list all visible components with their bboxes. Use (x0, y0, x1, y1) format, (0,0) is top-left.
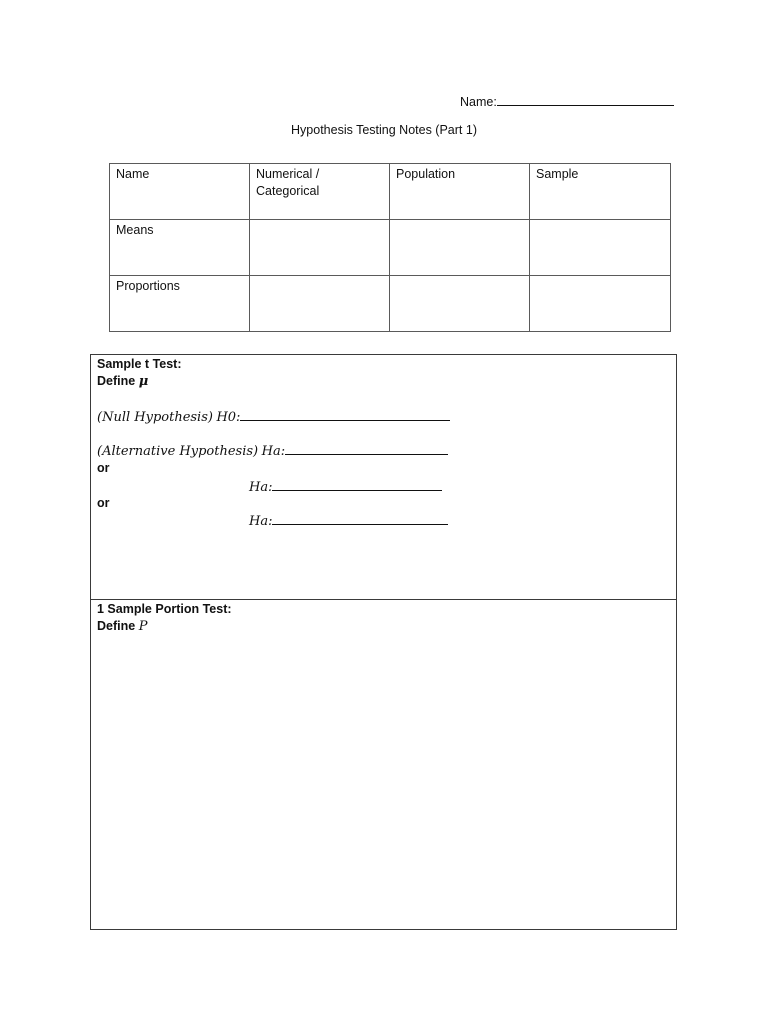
ha-symbol-1: Ha: (261, 444, 286, 459)
page-title: Hypothesis Testing Notes (Part 1) (291, 123, 477, 137)
cell-means-population[interactable] (390, 220, 530, 276)
alt-hypothesis-label: (Alternative Hypothesis) (97, 444, 259, 459)
ha-blank-1[interactable] (285, 442, 448, 455)
proportion-define-line (97, 619, 147, 634)
vocab-table (109, 163, 671, 332)
t-test-heading: Sample t Test: (97, 357, 182, 371)
cell-proportions-sample[interactable] (530, 276, 671, 332)
t-test-section (90, 354, 677, 600)
header-name: Name (110, 164, 250, 220)
header-sample: Sample (530, 164, 671, 220)
cell-means-numerical[interactable] (250, 220, 390, 276)
proportion-test-section (90, 599, 677, 930)
header-numerical-categorical: Numerical / Categorical (250, 164, 390, 220)
proportion-test-heading: 1 Sample Portion Test: (97, 602, 232, 616)
row-label-proportions: Proportions (110, 276, 250, 332)
alt-hypothesis-line (97, 442, 448, 459)
ha-blank-3[interactable] (272, 512, 448, 525)
row-label-means: Means (110, 220, 250, 276)
table-row (110, 220, 671, 276)
student-name-field[interactable] (460, 93, 674, 109)
cell-proportions-population[interactable] (390, 276, 530, 332)
null-hypothesis-line (97, 408, 450, 425)
define-label: Define (97, 374, 136, 388)
ha-symbol-3: Ha: (249, 514, 273, 529)
t-test-define-line (97, 374, 148, 389)
h0-symbol: H0: (216, 410, 241, 425)
null-hypothesis-label: (Null Hypothesis) (97, 410, 213, 425)
or-text-1: or (97, 461, 110, 475)
table-header-row (110, 164, 671, 220)
ha-blank-2[interactable] (272, 478, 442, 491)
h0-blank[interactable] (240, 408, 450, 421)
or-text-2: or (97, 496, 110, 510)
p-symbol: P (138, 619, 148, 634)
name-blank[interactable] (497, 93, 674, 106)
ha-symbol-2: Ha: (249, 480, 273, 495)
header-population: Population (390, 164, 530, 220)
table-row (110, 276, 671, 332)
ha-line-3 (249, 512, 448, 529)
mu-symbol: μ (138, 374, 149, 389)
cell-proportions-numerical[interactable] (250, 276, 390, 332)
cell-means-sample[interactable] (530, 220, 671, 276)
name-label: Name: (460, 95, 497, 109)
define-label: Define (97, 619, 136, 633)
ha-line-2 (249, 478, 442, 495)
